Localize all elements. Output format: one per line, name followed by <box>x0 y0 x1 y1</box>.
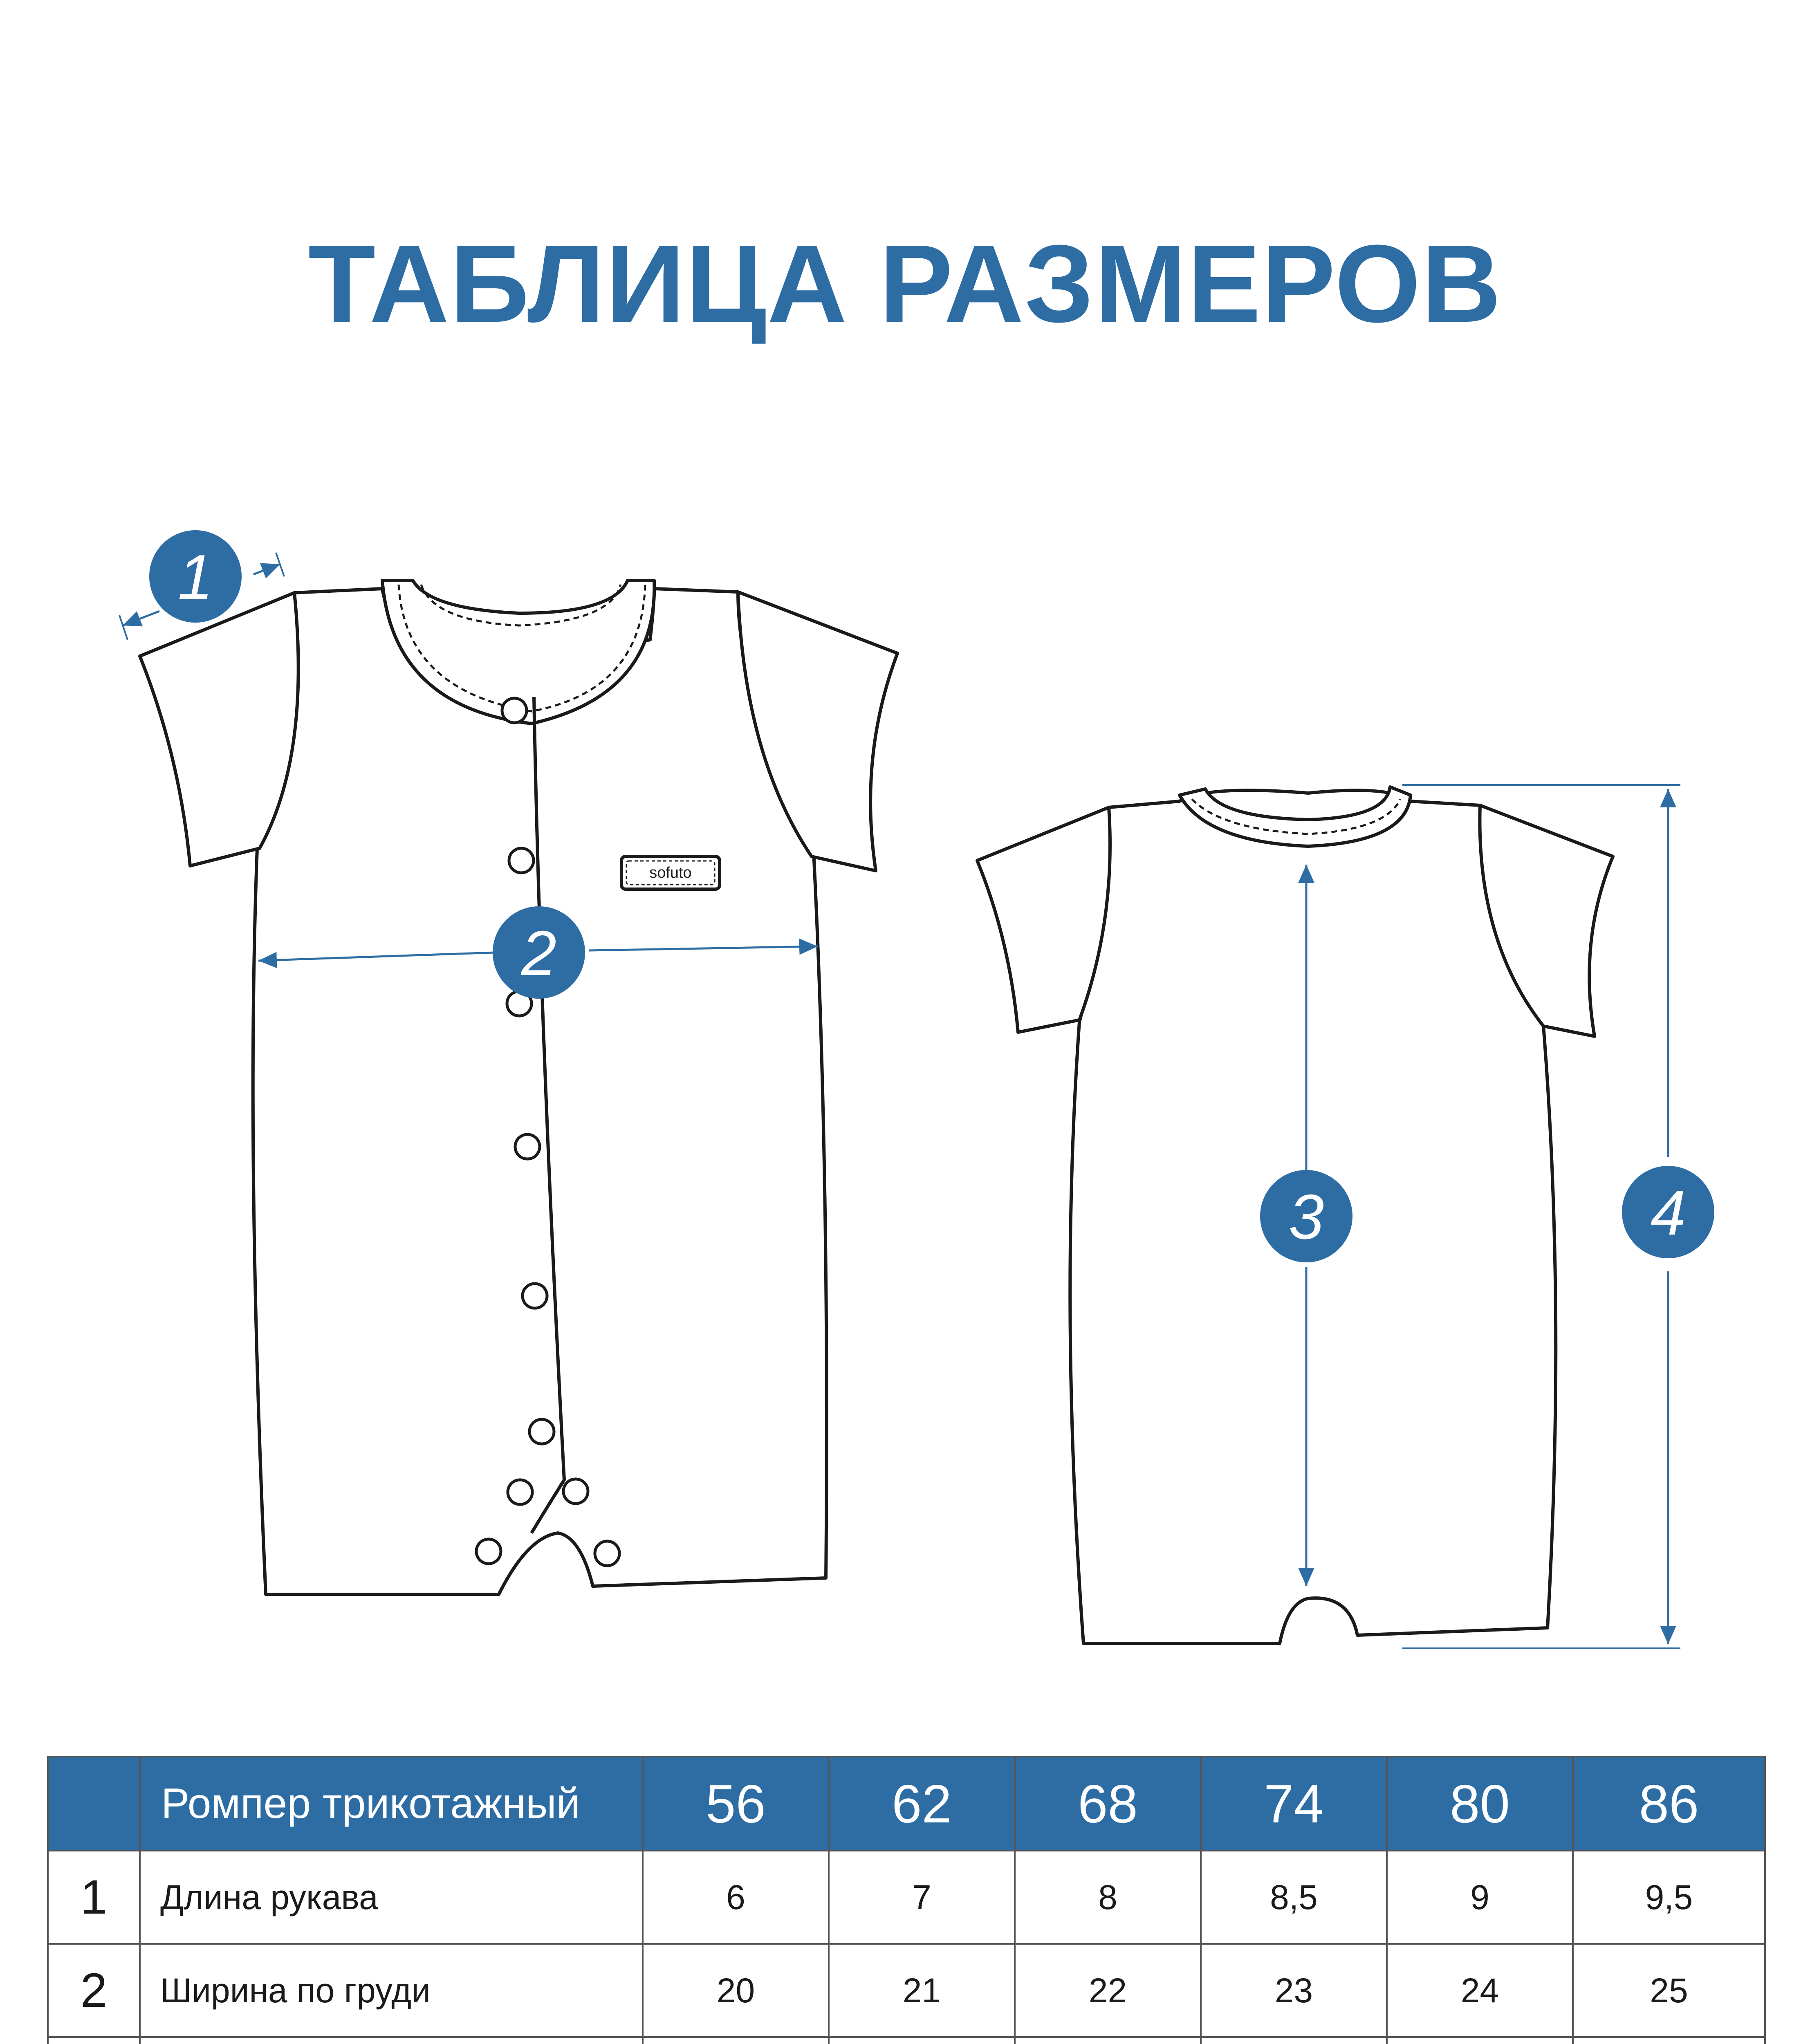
snap-button <box>529 1419 554 1444</box>
table-cell <box>643 2037 829 2044</box>
size-header: 68 <box>1015 1757 1201 1851</box>
snap-button <box>502 698 527 723</box>
brand-tag-label: sofuto <box>649 864 692 881</box>
table-cell <box>829 2037 1015 2044</box>
snap-button <box>476 1539 501 1564</box>
size-header: 62 <box>829 1757 1015 1851</box>
table-cell: 21 <box>829 1944 1015 2037</box>
header-corner-cell <box>48 1757 140 1851</box>
table-cell: 8 <box>1015 1851 1201 1944</box>
row-number: 1 <box>48 1851 140 1944</box>
table-cell: 24 <box>1387 1944 1573 2037</box>
snap-button <box>563 1479 588 1504</box>
table-cell: 25 <box>1573 1944 1765 2037</box>
snap-button <box>523 1284 547 1308</box>
table-cell: 9 <box>1387 1851 1573 1944</box>
table-cell: 20 <box>643 1944 829 2037</box>
row-label: Длина рукава <box>140 1851 643 1944</box>
marker-2-label: 2 <box>521 918 557 988</box>
table-row <box>48 2037 1765 2044</box>
marker-3-label: 3 <box>1288 1181 1324 1252</box>
marker-1-label: 1 <box>177 542 213 612</box>
table-row <box>48 1944 1765 2037</box>
table-cell: 8,5 <box>1201 1851 1387 1944</box>
table-cell: 6 <box>643 1851 829 1944</box>
marker-4-label: 4 <box>1650 1177 1686 1248</box>
size-header: 86 <box>1573 1757 1765 1851</box>
product-name-header: Ромпер трикотажный <box>140 1757 643 1851</box>
snap-button <box>509 848 534 873</box>
marker-1 <box>149 530 242 623</box>
garment-diagram <box>0 491 1810 1717</box>
size-header: 80 <box>1387 1757 1573 1851</box>
table-cell <box>1015 2037 1201 2044</box>
snap-button <box>595 1541 619 1566</box>
marker-4 <box>1622 1166 1714 1258</box>
snap-button <box>515 1134 540 1159</box>
size-header: 74 <box>1201 1757 1387 1851</box>
table-header-row <box>48 1757 1765 1851</box>
table-cell: 9,5 <box>1573 1851 1765 1944</box>
page-title: ТАБЛИЦА РАЗМЕРОВ <box>308 222 1502 345</box>
table-cell: 7 <box>829 1851 1015 1944</box>
table-row <box>48 1851 1765 1944</box>
table-cell <box>1201 2037 1387 2044</box>
row-number: 2 <box>48 1944 140 2037</box>
size-table <box>47 1756 1766 2044</box>
row-number <box>48 2037 140 2044</box>
marker-3 <box>1260 1170 1352 1262</box>
table-cell <box>1573 2037 1765 2044</box>
marker-2 <box>493 906 585 999</box>
front-view <box>140 580 897 1594</box>
table-cell: 23 <box>1201 1944 1387 2037</box>
row-label <box>140 2037 643 2044</box>
table-cell <box>1387 2037 1573 2044</box>
size-header: 56 <box>643 1757 829 1851</box>
snap-button <box>508 1480 532 1504</box>
row-label: Ширина по груди <box>140 1944 643 2037</box>
table-cell: 22 <box>1015 1944 1201 2037</box>
